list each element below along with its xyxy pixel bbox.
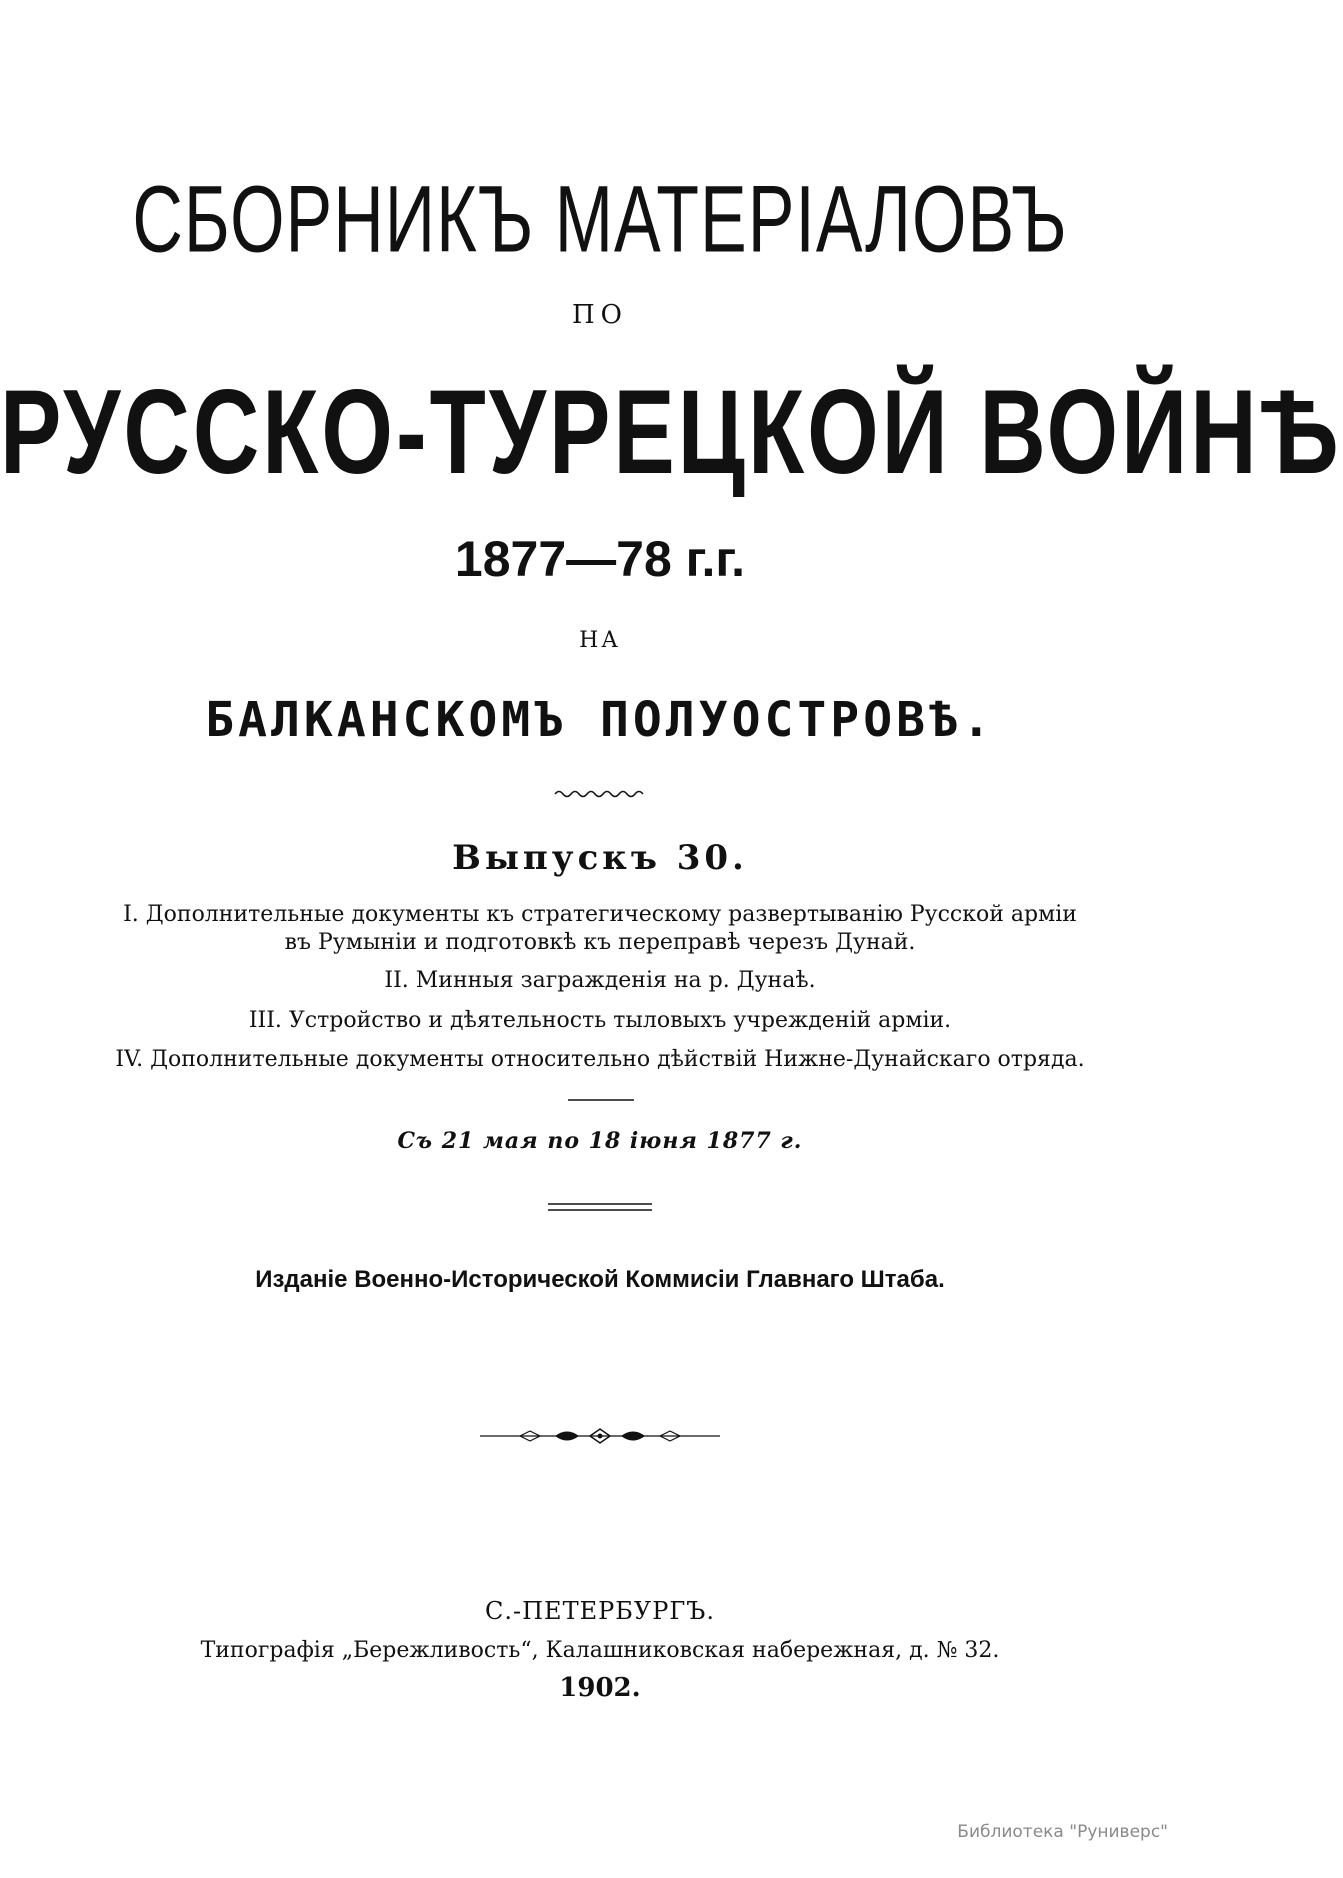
title-line-3: БАЛКАНСКОМЪ ПОЛУОСТРОВѢ. bbox=[205, 692, 995, 748]
title-line-1: СБОРНИКЪ МАТЕРІАЛОВЪ bbox=[132, 166, 1068, 272]
library-watermark: Библиотека "Руниверс" bbox=[957, 1822, 1168, 1842]
title-years: 1877—78 г.г. bbox=[454, 531, 746, 587]
title-line-2: РУССКО-ТУРЕЦКОЙ ВОЙНѢ bbox=[0, 366, 1343, 499]
title-preposition-po: ПО bbox=[572, 300, 628, 330]
imprint-city: С.-ПЕТЕРБУРГЪ. bbox=[485, 1597, 715, 1625]
wavy-divider-icon bbox=[555, 788, 645, 800]
short-rule-divider bbox=[568, 1098, 634, 1102]
double-rule-divider bbox=[548, 1202, 652, 1212]
contents-item-3: III. Устройство и дѣятельность тыловыхъ учрежденій арміи. bbox=[248, 1008, 952, 1033]
contents-item-1-continuation: въ Румыніи и подготовкѣ къ переправѣ черезъ Дунай. bbox=[284, 930, 916, 955]
contents-item-2: II. Минныя загражденія на р. Дунаѣ. bbox=[384, 968, 816, 993]
contents-item-4: IV. Дополнительные документы относительно дѣйствій Нижне-Дунайскаго отряда. bbox=[115, 1047, 1085, 1072]
imprint-year: 1902. bbox=[559, 1673, 641, 1703]
ornamental-divider-icon bbox=[480, 1424, 720, 1448]
issue-number: Выпускъ 30. bbox=[452, 838, 748, 878]
contents-item-1: I. Дополнительные документы къ стратегическому развертыванію Русской арміи bbox=[123, 902, 1077, 927]
period-dates: Съ 21 мая по 18 іюня 1877 г. bbox=[397, 1128, 803, 1154]
title-preposition-na: НА bbox=[579, 628, 621, 653]
publisher-line: Изданіе Военно-Исторической Коммисіи Главнаго Штаба. bbox=[255, 1266, 945, 1293]
imprint-printer: Типографія „Бережливость“, Калашниковская набережная, д. № 32. bbox=[200, 1638, 1000, 1663]
